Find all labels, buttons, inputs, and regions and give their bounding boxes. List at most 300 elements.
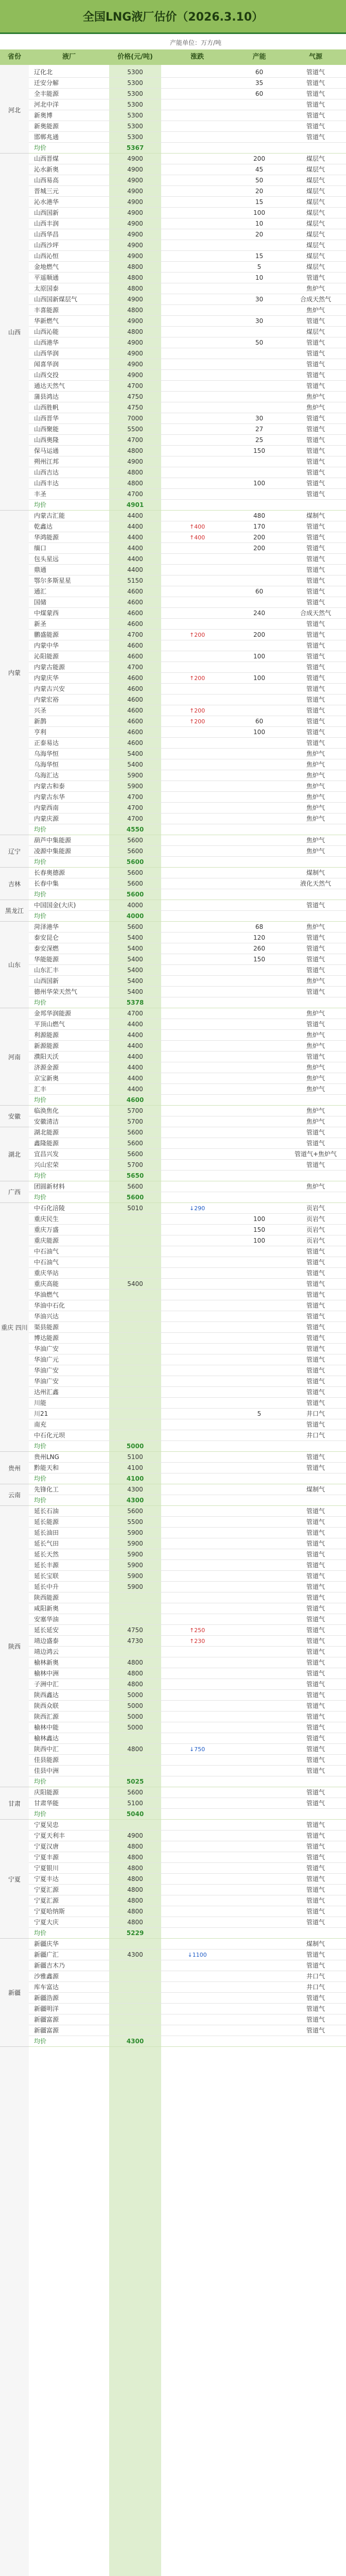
price-value: 4400 [127, 1053, 143, 1060]
average-row [0, 1809, 346, 1820]
factory-name: 榆林鑫达 [34, 1735, 59, 1742]
table-row [0, 197, 346, 208]
price-value: 4800 [127, 1681, 143, 1688]
gas-source: 管道气 [306, 1789, 325, 1796]
price-value: 4000 [126, 912, 144, 920]
table-row [0, 1690, 346, 1701]
table-row [0, 1711, 346, 1722]
table-row [0, 240, 346, 251]
gas-source: 管道气 [306, 1280, 325, 1287]
factory-name: 中煤蒙西 [34, 609, 59, 617]
price-value: 4400 [127, 534, 143, 541]
table-row [0, 424, 346, 435]
gas-source: 管道气 [306, 2005, 325, 2012]
factory-name: 延长气田 [34, 1540, 59, 1547]
capacity-value: 20 [255, 231, 264, 238]
factory-name: 沁阳能源 [34, 653, 59, 660]
gas-source: 管道气 [306, 945, 325, 952]
price-value: 4400 [127, 1042, 143, 1049]
gas-source: 管道气 [306, 631, 325, 638]
table-row [0, 1073, 346, 1084]
table-row [0, 1863, 346, 1874]
table-row [0, 1376, 346, 1387]
factory-name: 华油中石化 [34, 1302, 65, 1309]
gas-source: 管道气 [306, 1865, 325, 1872]
table-row [0, 608, 346, 619]
table-row [0, 1971, 346, 1982]
factory-name: 闻喜华润 [34, 361, 59, 368]
table-row [0, 413, 346, 424]
factory-name: 正泰易达 [34, 739, 59, 747]
gas-source: 管道气 [306, 956, 325, 963]
gas-source: 井口气 [306, 1984, 325, 1991]
gas-source: 页岩气 [306, 1215, 325, 1223]
factory-name: 新疆富源 [34, 2027, 59, 2034]
factory-name: 济源金源 [34, 1064, 59, 1071]
factory-name: 山西丰达 [34, 480, 59, 487]
factory-name: 均价 [34, 2038, 47, 2045]
header-gas-source: 气源 [285, 49, 346, 65]
factory-name: 内蒙宏裕 [34, 696, 59, 703]
table-row [0, 792, 346, 803]
table-row [0, 965, 346, 976]
factory-name: 陕西鑫达 [34, 1691, 59, 1699]
factory-name: 延长宝联 [34, 1572, 59, 1580]
header-capacity: 产能 [233, 49, 285, 65]
table-row [0, 1517, 346, 1528]
factory-name: 子洲中汇 [34, 1681, 59, 1688]
price-value: 4900 [127, 252, 143, 260]
price-value: 5400 [127, 977, 143, 985]
gas-source: 管道气 [306, 1313, 325, 1320]
gas-source: 管道气 [306, 707, 325, 714]
gas-source: 管道气 [306, 1691, 325, 1699]
region-label: 贵州 [0, 1452, 29, 1484]
gas-source: 管道气 [306, 1551, 325, 1558]
table-row [0, 846, 346, 857]
capacity-value: 30 [255, 415, 264, 422]
gas-source: 焦炉气 [306, 1086, 325, 1093]
price-value: 4800 [127, 1865, 143, 1872]
header-change: 涨跌 [161, 49, 233, 65]
factory-name: 华油燃气 [34, 1291, 59, 1298]
capacity-value: 50 [255, 177, 264, 184]
price-value: 4300 [127, 1951, 143, 1958]
factory-name: 陕西汇源 [34, 1713, 59, 1720]
price-value: 4100 [127, 1464, 143, 1471]
capacity-value: 30 [255, 317, 264, 325]
factory-name: 宁夏丰达 [34, 1875, 59, 1883]
gas-source: 管道气 [306, 1378, 325, 1385]
table-row [0, 1419, 346, 1430]
gas-source: 管道气 [306, 1507, 325, 1515]
gas-source: 管道气 [306, 1919, 325, 1926]
factory-name: 延长天然 [34, 1551, 59, 1558]
table-row [0, 1538, 346, 1549]
factory-name: 华油兴达 [34, 1313, 59, 1320]
gas-source: 管道气 [306, 1605, 325, 1612]
table-row [0, 1885, 346, 1895]
gas-source: 管道气 [306, 1800, 325, 1807]
gas-source: 合成天然气 [300, 296, 331, 303]
gas-source: 焦炉气 [306, 815, 325, 822]
factory-name: 金地燃气 [34, 263, 59, 270]
factory-name: 湖北能源 [34, 1129, 59, 1136]
factory-name: 延长延安 [34, 1626, 59, 1634]
factory-name: 利源能源 [34, 1031, 59, 1039]
gas-source: 管道气 [306, 588, 325, 595]
price-value: 4600 [127, 728, 143, 736]
factory-name: 山西港华 [34, 339, 59, 346]
factory-name: 德州华荣天然气 [34, 988, 78, 995]
gas-source: 焦炉气 [306, 1064, 325, 1071]
capacity-value: 200 [253, 545, 265, 552]
table-row [0, 814, 346, 824]
gas-source: 焦炉气 [306, 837, 325, 844]
table-row [0, 868, 346, 878]
table-row [0, 1290, 346, 1300]
price-value: 5600 [127, 1129, 143, 1136]
price-value: 4600 [127, 609, 143, 617]
table-row [0, 662, 346, 673]
price-value: 5600 [127, 1150, 143, 1158]
table-row [0, 1657, 346, 1668]
price-value: 5040 [126, 1810, 144, 1818]
table-row [0, 154, 346, 164]
factory-name: 山西华润 [34, 350, 59, 357]
table-row [0, 1300, 346, 1311]
capacity-value: 260 [253, 945, 265, 952]
average-row [0, 143, 346, 154]
table-row [0, 1452, 346, 1463]
table-row [0, 1019, 346, 1030]
gas-source: 管道气 [306, 382, 325, 389]
capacity-value: 10 [255, 274, 264, 281]
gas-source: 管道气 [306, 1367, 325, 1374]
capacity-value: 200 [253, 155, 265, 162]
table-row [0, 316, 346, 327]
factory-name: 内蒙古兴安 [34, 685, 65, 692]
average-row [0, 997, 346, 1008]
table-row [0, 1571, 346, 1582]
gas-source: 管道气 [306, 69, 325, 76]
gas-source: 管道气 [306, 1129, 325, 1136]
gas-source: 管道气 [306, 674, 325, 682]
page-title: 全国LNG液厂估价（2026.3.10） [82, 11, 264, 24]
table-row [0, 1149, 346, 1160]
factory-name: 内蒙西南 [34, 804, 59, 811]
factory-name: 鑫隆能源 [34, 1140, 59, 1147]
price-change: ↓750 [189, 1746, 205, 1753]
gas-source: 管道气 [306, 545, 325, 552]
price-value: 4300 [126, 1497, 144, 1504]
factory-name: 甘肃华能 [34, 1800, 59, 1807]
table-row [0, 283, 346, 294]
gas-source: 管道气 [306, 1616, 325, 1623]
factory-name: 安塞华油 [34, 1616, 59, 1623]
capacity-value: 100 [253, 653, 265, 660]
factory-name: 山西晋煤 [34, 155, 59, 162]
table-row [0, 446, 346, 456]
factory-name: 华新燃气 [34, 317, 59, 325]
price-change: ↑250 [189, 1627, 205, 1634]
table-row [0, 835, 346, 846]
price-change: ↑400 [189, 523, 205, 530]
capacity-value: 30 [255, 296, 264, 303]
factory-name: 均价 [34, 144, 47, 151]
price-value: 4700 [127, 815, 143, 822]
table-row [0, 586, 346, 597]
table-row [0, 1906, 346, 1917]
table-row [0, 1484, 346, 1495]
gas-source: 焦炉气 [306, 1031, 325, 1039]
price-value: 4900 [127, 361, 143, 368]
price-value: 4700 [127, 1010, 143, 1017]
average-row [0, 500, 346, 511]
table-row [0, 543, 346, 554]
price-value: 4900 [127, 1832, 143, 1839]
gas-source: 管道气 [306, 317, 325, 325]
price-value: 4900 [127, 350, 143, 357]
gas-source: 管道气 [306, 1594, 325, 1601]
gas-source: 焦炉气 [306, 761, 325, 768]
capacity-value: 480 [253, 512, 265, 519]
capacity-value: 200 [253, 631, 265, 638]
gas-source: 管道气 [306, 1583, 325, 1590]
average-row [0, 911, 346, 922]
header-factory: 液厂 [29, 49, 109, 65]
gas-source: 管道气 [306, 566, 325, 573]
factory-name: 均价 [34, 1194, 47, 1201]
table-row [0, 1106, 346, 1116]
average-row [0, 857, 346, 868]
factory-name: 南充 [34, 1421, 47, 1428]
table-row [0, 164, 346, 175]
gas-source: 焦炉气 [306, 1118, 325, 1125]
capacity-value: 68 [255, 923, 264, 930]
factory-name: 佳县中洲 [34, 1767, 59, 1774]
gas-source: 焦炉气 [306, 1010, 325, 1017]
region-label: 重庆 四川 [0, 1203, 29, 1452]
factory-name: 榆林中能 [34, 1724, 59, 1731]
price-value: 4800 [127, 480, 143, 487]
factory-name: 重庆高能 [34, 1280, 59, 1287]
table-row [0, 370, 346, 381]
factory-name: 中国国金(大庆) [34, 902, 76, 909]
gas-source: 焦炉气 [306, 285, 325, 292]
gas-source: 管道气 [306, 534, 325, 541]
table-row [0, 954, 346, 965]
gas-source: 管道气 [306, 1767, 325, 1774]
capacity-value: 100 [253, 209, 265, 216]
region-label: 湖北 [0, 1127, 29, 1181]
gas-source: 焦炉气 [306, 848, 325, 855]
price-value: 5150 [127, 577, 143, 584]
price-change: ↓1100 [187, 1952, 207, 1958]
factory-name: 鼎通 [34, 566, 47, 573]
factory-name: 华油广元 [34, 1356, 59, 1363]
table-row [0, 1647, 346, 1657]
gas-source: 管道气 [306, 274, 325, 281]
title-bar [0, 0, 346, 34]
factory-name: 内蒙古东华 [34, 793, 65, 801]
factory-name: 山西交投 [34, 371, 59, 379]
price-value: 5500 [127, 1518, 143, 1526]
factory-name: 靖边盛泰 [34, 1637, 59, 1645]
factory-name: 平遥顺通 [34, 274, 59, 281]
factory-name: 重庆华站 [34, 1269, 59, 1277]
gas-source: 管道气 [306, 436, 325, 444]
table-row [0, 273, 346, 283]
factory-name: 安徽清洁 [34, 1118, 59, 1125]
gas-source: 管道气 [306, 1518, 325, 1526]
gas-source: 管道气 [306, 480, 325, 487]
price-value: 4900 [127, 209, 143, 216]
gas-source: 管道气 [306, 361, 325, 368]
factory-name: 山西沙坪 [34, 242, 59, 249]
table-row [0, 1960, 346, 1971]
table-row [0, 619, 346, 630]
price-value: 4400 [127, 1031, 143, 1039]
price-value: 4400 [127, 523, 143, 530]
table-row [0, 1787, 346, 1798]
gas-source: 管道气 [306, 371, 325, 379]
table-row [0, 1733, 346, 1744]
factory-name: 长春中集 [34, 880, 59, 887]
table-row [0, 900, 346, 911]
gas-source: 焦炉气 [306, 772, 325, 779]
price-value: 4400 [127, 1086, 143, 1093]
capacity-value: 100 [253, 728, 265, 736]
table-row [0, 1679, 346, 1690]
capacity-value: 5 [257, 263, 262, 270]
price-value: 5900 [127, 772, 143, 779]
table-row [0, 532, 346, 543]
factory-name: 辽化北 [34, 69, 53, 76]
table-row [0, 673, 346, 684]
gas-source: 焦炉气 [306, 750, 325, 757]
gas-source: 煤层气 [306, 209, 325, 216]
table-row [0, 1463, 346, 1473]
table-row [0, 262, 346, 273]
factory-name: 新圣 [34, 620, 47, 628]
factory-name: 渠县能源 [34, 1324, 59, 1331]
factory-name: 新疆广汇 [34, 1951, 59, 1958]
capacity-value: 5 [257, 1410, 262, 1417]
table-row [0, 121, 346, 132]
price-value: 4100 [126, 1475, 144, 1482]
factory-name: 长春奥德源 [34, 869, 65, 876]
table-row [0, 175, 346, 186]
table-row [0, 1052, 346, 1062]
factory-name: 均价 [34, 501, 47, 509]
gas-source: 管道气 [306, 1248, 325, 1255]
gas-source: 煤层气 [306, 242, 325, 249]
table-row [0, 110, 346, 121]
table-row [0, 781, 346, 792]
gas-source: 管道气 [306, 1735, 325, 1742]
region-label: 吉林 [0, 868, 29, 900]
price-value: 4800 [127, 1875, 143, 1883]
price-value: 5400 [127, 956, 143, 963]
gas-source: 煤制气 [306, 1940, 325, 1947]
price-value: 5300 [127, 90, 143, 97]
factory-name: 新疆浩源 [34, 1994, 59, 2002]
gas-source: 管道气 [306, 1464, 325, 1471]
average-row [0, 1171, 346, 1181]
factory-name: 重庆万盛 [34, 1226, 59, 1233]
table-row [0, 1268, 346, 1279]
capacity-value: 120 [253, 934, 265, 941]
table-row [0, 1333, 346, 1344]
factory-name: 宁夏大庆 [34, 1919, 59, 1926]
factory-name: 博达能源 [34, 1334, 59, 1342]
gas-source: 页岩气 [306, 1226, 325, 1233]
capacity-value: 50 [255, 339, 264, 346]
price-value: 4800 [127, 1843, 143, 1850]
factory-name: 河北中洋 [34, 101, 59, 108]
factory-name: 山西晋华 [34, 415, 59, 422]
factory-name: 山西丰润 [34, 220, 59, 227]
price-value: 5300 [127, 79, 143, 87]
table-row [0, 1560, 346, 1571]
gas-source: 管道气 [306, 1302, 325, 1309]
gas-source: 管道气 [306, 1756, 325, 1764]
price-value: 5600 [127, 923, 143, 930]
factory-name: 新奥能源 [34, 123, 59, 130]
gas-source: 焦炉气 [306, 1075, 325, 1082]
factory-name: 保马运通 [34, 447, 59, 454]
price-value: 5400 [127, 934, 143, 941]
table-row [0, 705, 346, 716]
price-value: 5900 [127, 1572, 143, 1580]
factory-name: 均价 [34, 912, 47, 920]
factory-name: 山西华昌 [34, 231, 59, 238]
price-value: 5700 [127, 1161, 143, 1168]
table-row [0, 381, 346, 392]
table-row [0, 1950, 346, 1960]
factory-name: 均价 [34, 891, 47, 898]
gas-source: 管道气+焦炉气 [294, 1150, 337, 1158]
factory-name: 华鸿能源 [34, 534, 59, 541]
table-row [0, 1365, 346, 1376]
price-value: 4550 [126, 826, 144, 833]
factory-name: 沙雅鑫源 [34, 1973, 59, 1980]
price-value: 5700 [127, 1107, 143, 1114]
table-row [0, 976, 346, 987]
factory-name: 乌海汇达 [34, 772, 59, 779]
price-value: 4800 [127, 307, 143, 314]
price-value: 4800 [127, 1886, 143, 1893]
average-row [0, 1495, 346, 1506]
gas-source: 页岩气 [306, 1205, 325, 1212]
gas-source: 煤层气 [306, 166, 325, 173]
gas-source: 管道气 [306, 350, 325, 357]
price-value: 5900 [127, 783, 143, 790]
gas-source: 煤层气 [306, 198, 325, 206]
header-price: 价格(元/吨) [109, 49, 161, 65]
price-value: 4600 [126, 1096, 144, 1104]
factory-name: 中石油气 [34, 1259, 59, 1266]
gas-source: 焦炉气 [306, 307, 325, 314]
factory-name: 宜昌兴发 [34, 1150, 59, 1158]
gas-source: 页岩气 [306, 1237, 325, 1244]
gas-source: 管道气 [306, 1713, 325, 1720]
gas-source: 管道气 [306, 1140, 325, 1147]
factory-name: 均价 [34, 1810, 47, 1818]
gas-source: 焦炉气 [306, 404, 325, 411]
factory-name: 新疆庆华 [34, 1940, 59, 1947]
